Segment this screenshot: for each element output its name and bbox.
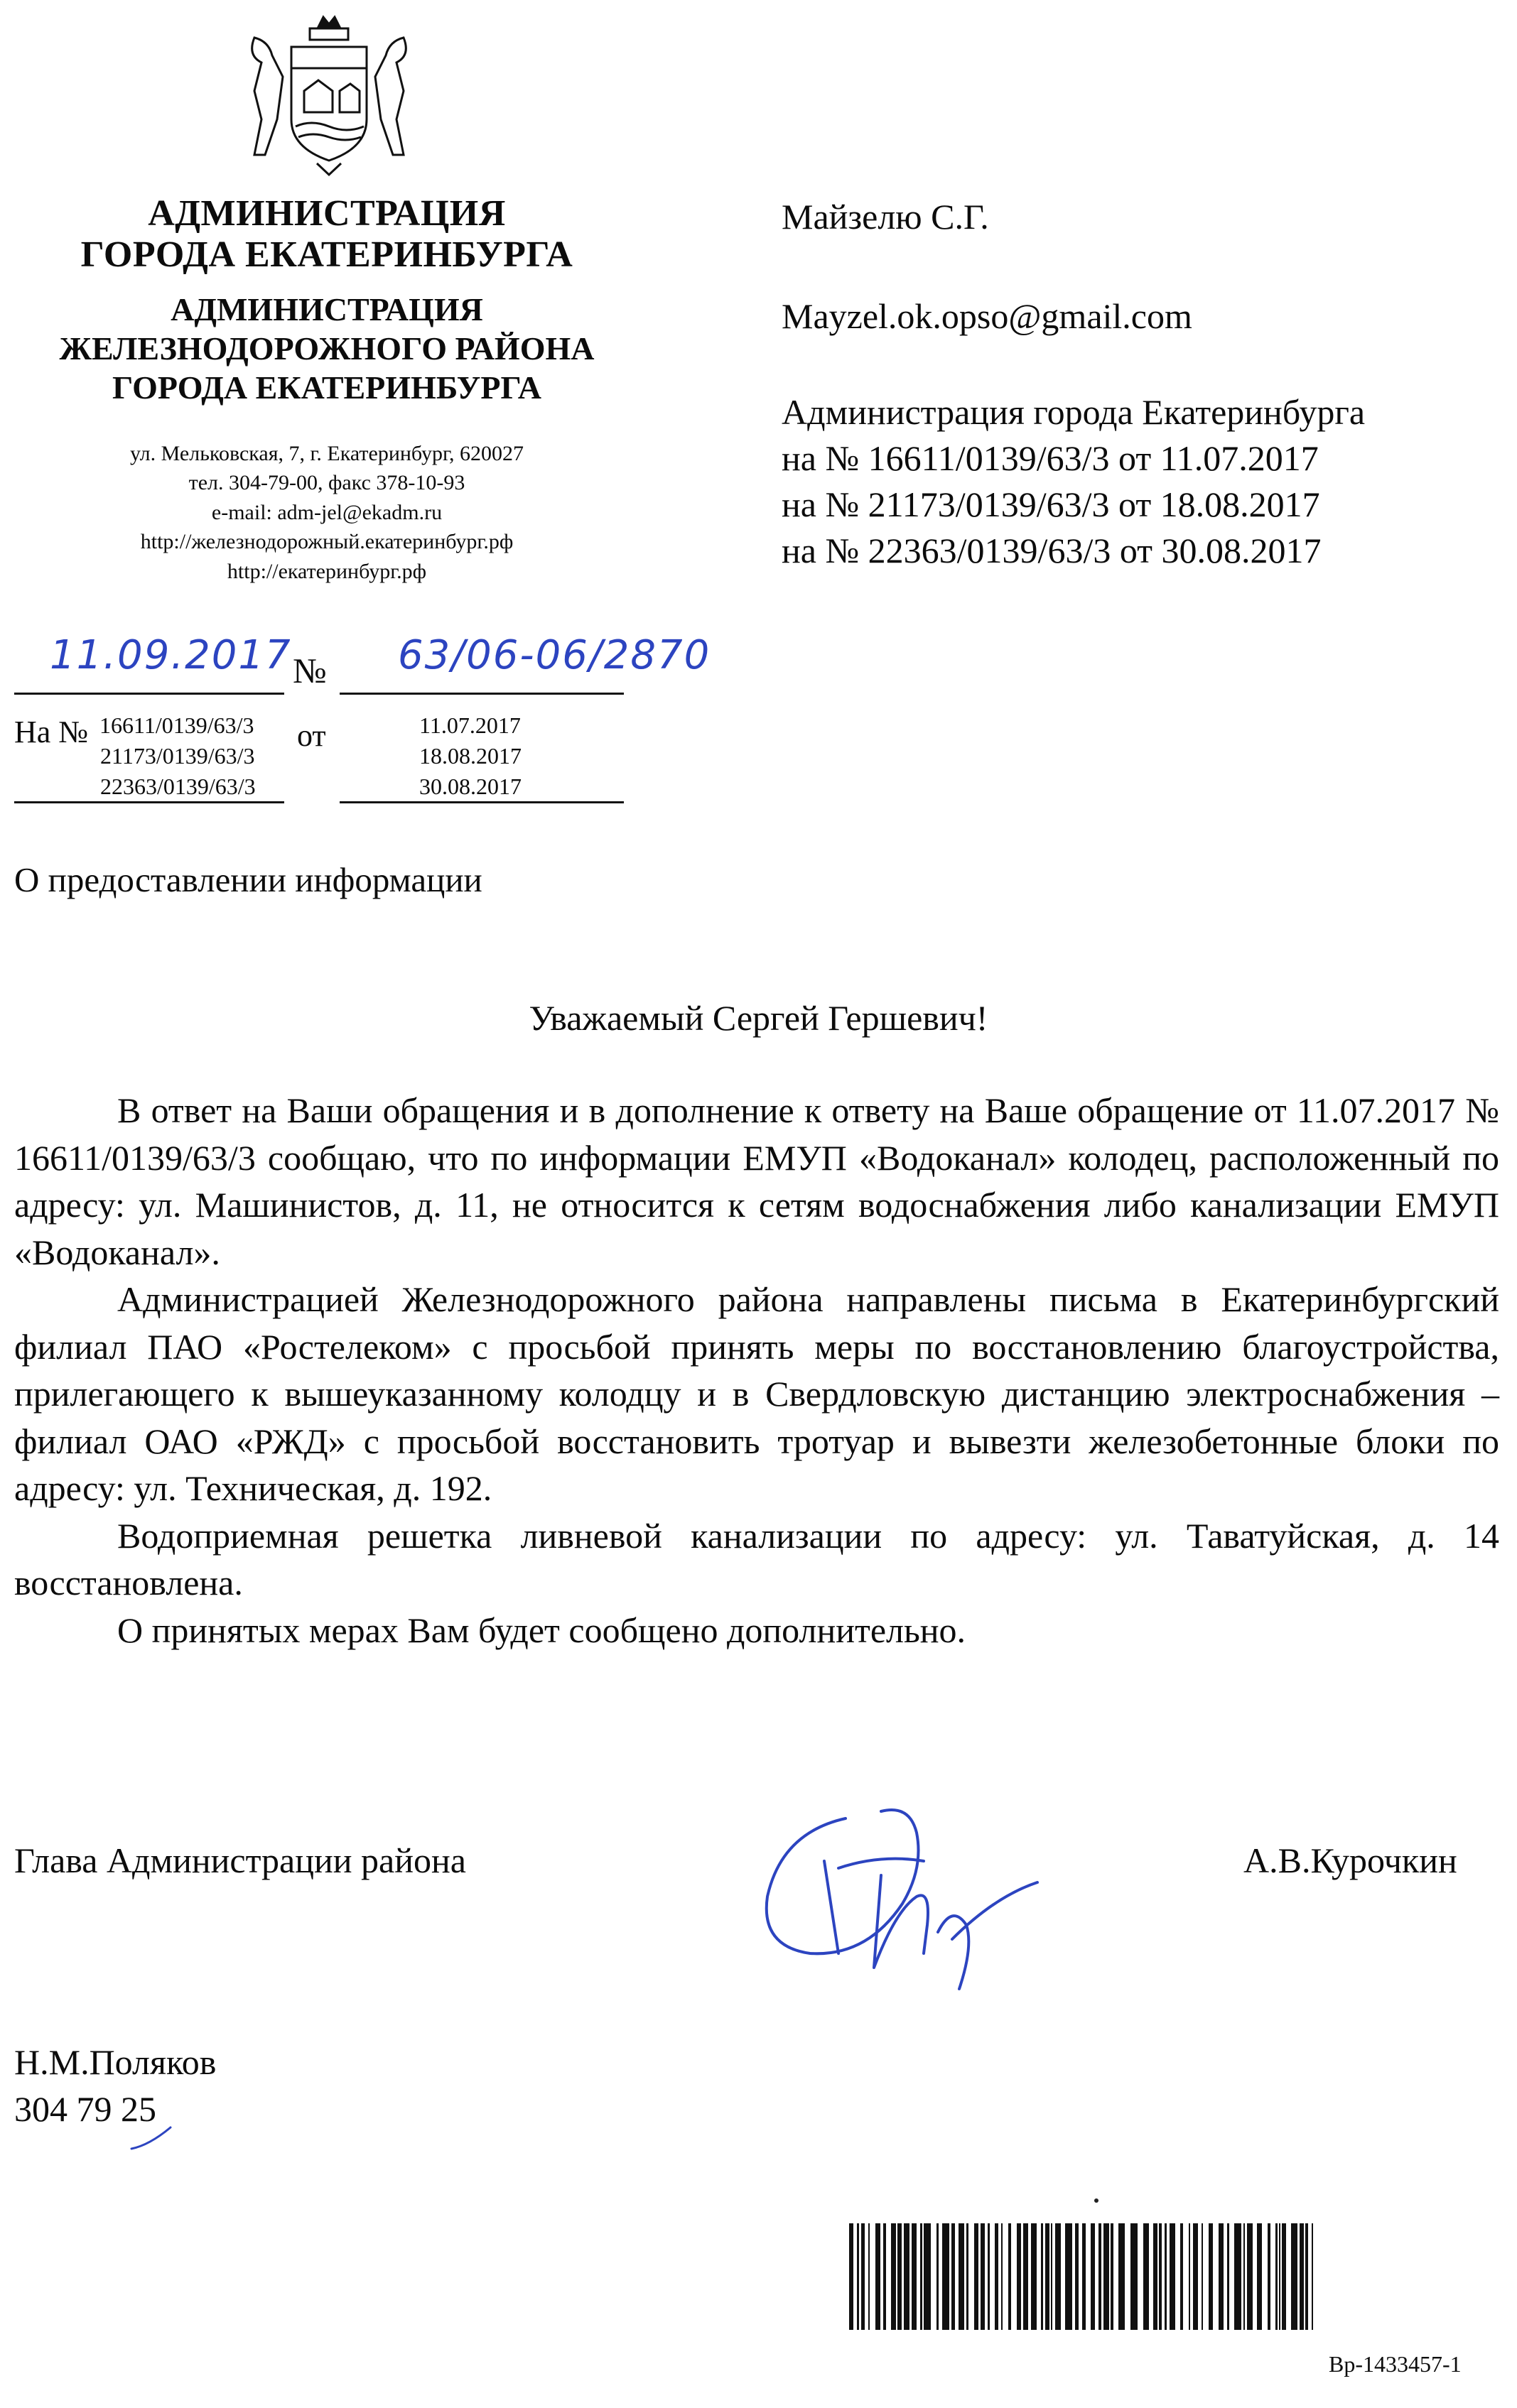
barcode-bar [1234,2223,1241,2330]
sender-contacts [14,439,639,586]
barcode-bar [1031,2223,1037,2330]
handwritten-signature [739,1790,1052,2003]
barcode-bar [868,2223,870,2330]
sender-phone: тел. 304-79-00, факс 378-10-93 [188,471,465,495]
barcode-bar [1001,2223,1003,2330]
reply-date-1: 11.07.2017 [419,712,521,738]
executor-name: Н.М.Поляков [14,2042,217,2082]
barcode-bar [942,2223,949,2330]
reply-date-3: 30.08.2017 [419,774,522,800]
outgoing-number-handwritten: 63/06-06/2870 [398,632,711,678]
barcode-bar [959,2223,964,2330]
district-admin-city: ГОРОДА ЕКАТЕРИНБУРГА [112,369,541,406]
barcode-bar [1159,2223,1162,2330]
recipient-ref-3: на № 22363/0139/63/3 от 30.08.2017 [782,531,1322,570]
barcode-bar [1291,2223,1297,2330]
recipient-name: Майзелю С.Г. [782,197,989,237]
city-admin-subtitle: ГОРОДА ЕКАТЕРИНБУРГА [80,234,573,275]
barcode-bar [966,2223,968,2330]
sender-website-city: http://екатеринбург.рф [227,559,427,583]
barcode-bar [1065,2223,1072,2330]
reply-numbers [99,710,256,803]
barcode-bar [936,2223,939,2330]
barcode-bar [1170,2223,1175,2330]
barcode-bar [1257,2223,1262,2330]
recipient-email: Mayzel.ok.opso@gmail.com [782,296,1192,336]
barcode-bar [1118,2223,1125,2330]
barcode-bar [1227,2223,1229,2330]
body-paragraph: Водоприемная решетка ливневой канализации по адресу: ул. Таватуйская, д. 14 восстановлена. [14,1515,1499,1602]
reply-underline [14,801,284,803]
barcode-bar [1041,2223,1043,2330]
barcode-bar [1193,2223,1198,2330]
reply-number-2: 21173/0139/63/3 [100,743,255,769]
barcode-bar [1017,2223,1021,2330]
letter-body [14,1087,1499,1654]
barcode-bar [1275,2223,1278,2330]
body-paragraph: В ответ на Ваши обращения и в дополнение к ответу на Ваше обращение от 11.07.2017 № 16611/0139/63/3 сообщаю, что по информации ЕМУП «Водоканал» колодец, расположенный по адресу: ул. Машинистов, д. 11, не относится к сетям водоснабжения либо канализации ЕМУП «Водоканал». [14,1090,1499,1272]
barcode-bar [849,2223,853,2330]
reply-prefix: На № [14,715,89,749]
barcode-bar [1103,2223,1109,2330]
barcode-bar [1209,2223,1213,2330]
barcode-bar [1165,2223,1167,2330]
barcode-bar [1247,2223,1253,2330]
barcode-bar [1055,2223,1061,2330]
barcode-bar [981,2223,985,2330]
letter-subject: О предоставлении информации [14,860,482,899]
body-paragraph: О принятых мерах Вам будет сообщено дополнительно. [117,1610,966,1650]
barcode-bar [951,2223,955,2330]
recipient-ref-2: на № 21173/0139/63/3 от 18.08.2017 [782,484,1320,524]
recipient-org: Администрация города Екатеринбурга [782,392,1366,432]
barcode-bar [883,2223,886,2330]
barcode-bar [904,2223,909,2330]
signer-name: А.В.Курочкин [1243,1840,1457,1880]
barcode-bar [995,2223,998,2330]
number-underline [340,693,624,695]
reply-dates-underline [340,801,624,803]
barcode-bar [1219,2223,1224,2330]
barcode-bar [1082,2223,1086,2330]
barcode-bar [1202,2223,1203,2330]
barcode-bar [1243,2223,1245,2330]
registration-barcode [849,2223,1318,2330]
number-sign: № [293,651,327,690]
executor-info [14,2039,216,2132]
barcode-bar [1180,2223,1183,2330]
barcode-bar [912,2223,917,2330]
reply-number-1: 16611/0139/63/3 [99,712,254,738]
barcode-bar [1312,2223,1313,2330]
reply-dates [419,710,522,803]
city-admin-title: АДМИНИСТРАЦИЯ [148,193,506,234]
ink-dot [1094,2198,1098,2203]
recipient-ref-1: на № 16611/0139/63/3 от 11.07.2017 [782,438,1319,478]
barcode-bar [861,2223,865,2330]
sender-email: e-mail: adm-jel@ekadm.ru [211,500,443,524]
barcode-bar [1300,2223,1304,2330]
from-word: от [297,718,326,753]
outgoing-date-handwritten: 11.09.2017 [50,632,292,678]
barcode-bar [1091,2223,1095,2330]
barcode-bar [1098,2223,1101,2330]
barcode-bar [1045,2223,1049,2330]
barcode-bar [920,2223,922,2330]
executor-phone: 304 79 25 [14,2089,156,2129]
body-paragraph: Администрацией Железнодорожного района направлены письма в Екатеринбургский филиал ПАО «Ростелеком» с просьбой принять меры по восстановлению благоустройства, прилегающего к вышеуказанному колодцу и в Свердловскую дистанцию электроснабжения – филиал ОАО «РЖД» с просьбой восстановить тротуар и вывезти железобетонные блоки по адресу: ул. Техническая, д. 192. [14,1279,1499,1508]
barcode-bar [857,2223,859,2330]
barcode-bar [1111,2223,1113,2330]
barcode-bar [1023,2223,1028,2330]
signer-title: Глава Администрации района [14,1840,466,1880]
district-admin-title: АДМИНИСТРАЦИЯ [171,291,483,327]
barcode-bar [1051,2223,1052,2330]
barcode-bar [891,2223,896,2330]
barcode-bar [897,2223,902,2330]
sender-website-district: http://железнодорожный.екатеринбург.рф [140,530,514,554]
district-admin-name: ЖЕЛЕЗНОДОРОЖНОГО РАЙОНА [59,330,595,367]
pen-tick-mark [128,2124,178,2152]
barcode-bar [1008,2223,1011,2330]
registration-code: Вр-1433457-1 [1329,2351,1462,2377]
sender-address: ул. Мельковская, 7, г. Екатеринбург, 620027 [130,442,524,465]
barcode-bar [1143,2223,1149,2330]
barcode-bar [875,2223,880,2330]
barcode-bar [1130,2223,1138,2330]
barcode-bar [924,2223,931,2330]
barcode-bar [1279,2223,1280,2330]
reply-date-2: 18.08.2017 [419,743,522,769]
barcode-bar [1282,2223,1286,2330]
barcode-bar [1305,2223,1308,2330]
reply-number-3: 22363/0139/63/3 [100,774,256,800]
letter-greeting: Уважаемый Сергей Гершевич! [529,998,988,1038]
barcode-bar [1268,2223,1270,2330]
coat-of-arms-emblem [233,13,425,180]
barcode-bar [1189,2223,1190,2330]
date-underline [14,693,284,695]
barcode-bar [1075,2223,1079,2330]
barcode-bar [974,2223,978,2330]
barcode-bar [1153,2223,1157,2330]
barcode-bar [988,2223,990,2330]
